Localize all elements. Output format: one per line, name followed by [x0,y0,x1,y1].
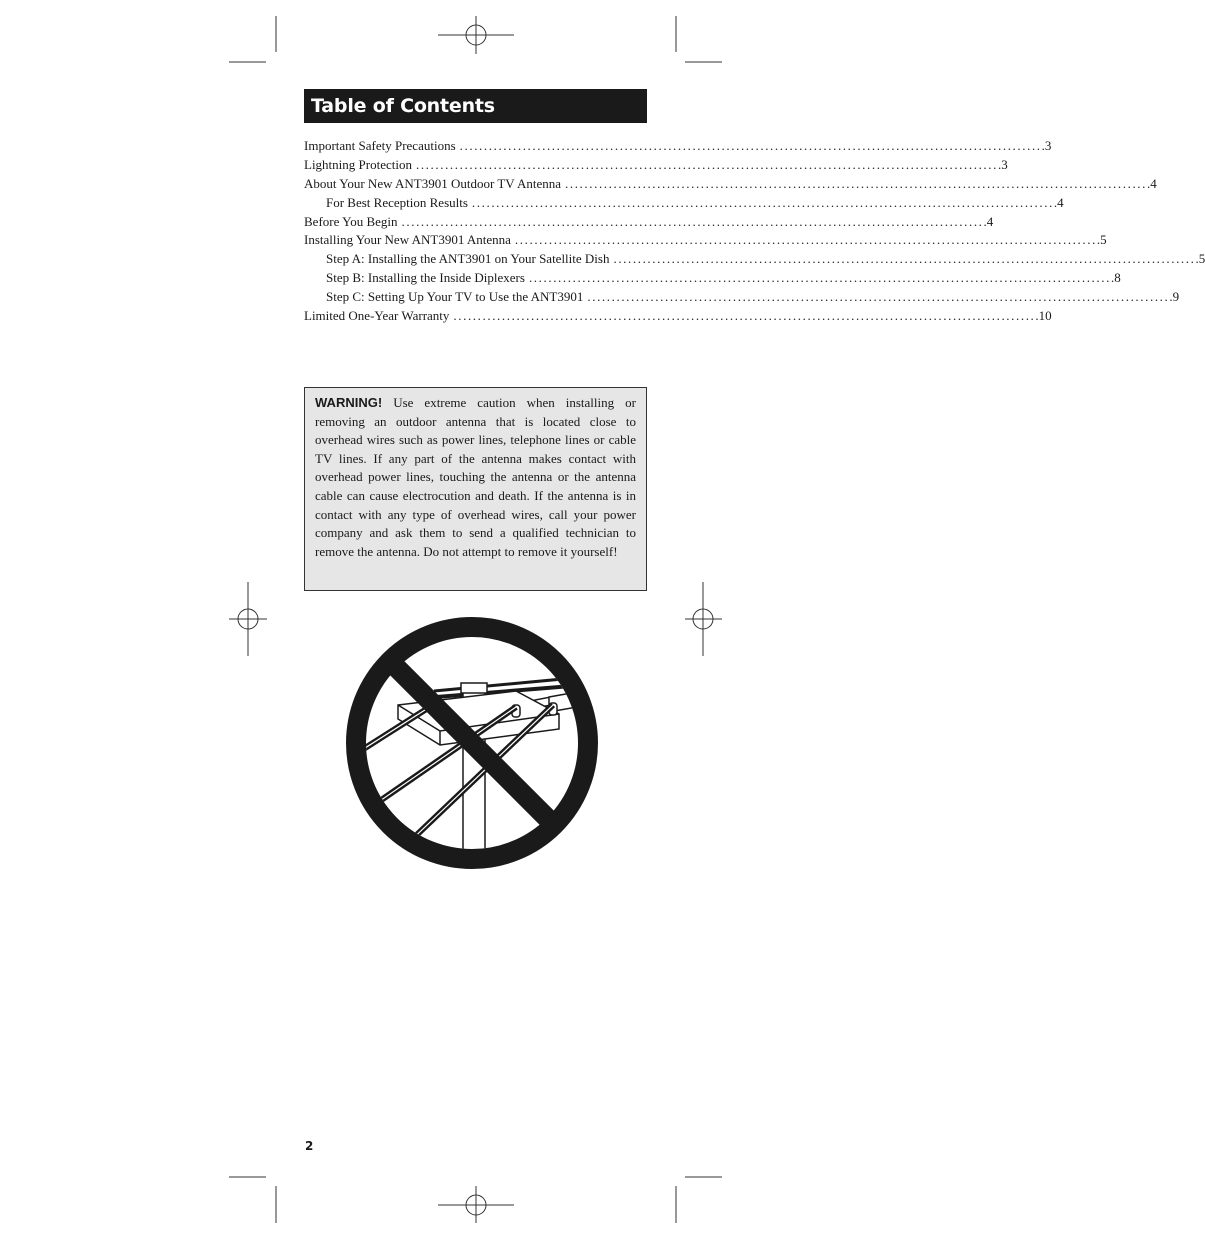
toc-dot-leader: ........................................................................................................................ [565,175,1147,191]
toc-entry-title: Limited One-Year Warranty [304,308,450,324]
toc-entry-title: Before You Begin [304,213,398,229]
toc-dot-leader: ........................................................................................................................ [453,308,1036,324]
page-number: 2 [305,1139,314,1153]
toc-entry-page: .3 [997,156,1008,172]
toc-dot-leader: ........................................................................................................................ [613,251,1196,267]
toc-entry [304,269,1121,288]
toc-dot-leader: ........................................................................................................................ [415,156,998,172]
toc-entry-page: .10 [1035,308,1052,324]
table-of-contents [304,137,1205,326]
toc-entry-title: Step A: Installing the ANT3901 on Your Satellite Dish [326,251,610,267]
toc-entry [304,307,1052,326]
toc-entry-page: .8 [1110,270,1121,286]
toc-heading: Table of Contents [304,89,647,123]
toc-entry-page: .9 [1169,289,1180,305]
warning-label: WARNING! [315,395,383,410]
toc-entry-title: Step C: Setting Up Your TV to Use the ANT3901 [326,289,584,305]
toc-dot-leader: ........................................................................................................................ [528,270,1111,286]
warning-paragraph [315,394,636,561]
toc-entry [304,231,1107,250]
toc-entry-title: For Best Reception Results [326,194,468,210]
toc-dot-leader: ........................................................................................................................ [587,289,1170,305]
no-power-lines-icon [344,615,600,871]
toc-entry-title: Important Safety Precautions [304,138,456,153]
toc-entry [304,194,1064,213]
toc-dot-leader: ........................................................................................................................ [471,194,1054,210]
toc-entry-page: .3 [1041,138,1052,153]
toc-entry-page: .4 [1053,194,1064,210]
warning-box [304,387,647,591]
toc-dot-leader: ........................................................................................................................ [514,232,1097,248]
warning-text: Use extreme caution when installing or removing an outdoor antenna that is located close to overhead wires such as power lines, telephone lines or cable TV lines. If any part of the antenna makes contact with overhead power lines, touching the antenna or the antenna cable can cause electrocution and death. If the antenna is in contact with any type of overhead wires, call your power company and ask them to send a qualified technician to remove the antenna. Do not attempt to remove it yourself! [315,395,636,559]
toc-entry-page: .5 [1195,251,1205,267]
toc-entry-page: .4 [983,213,994,229]
toc-entry [304,137,1052,156]
toc-entry-title: Installing Your New ANT3901 Antenna [304,232,511,248]
toc-entry [304,250,1205,269]
toc-entry [304,175,1157,194]
toc-entry [304,288,1180,307]
toc-entry [304,213,994,232]
toc-entry-page: .4 [1147,175,1157,191]
toc-dot-leader: ........................................................................................................................ [401,213,984,229]
toc-entry-title: Step B: Installing the Inside Diplexers [326,270,525,286]
toc-dot-leader: ........................................................................................................................ [459,138,1042,153]
toc-entry [304,156,1008,175]
toc-entry-title: Lightning Protection [304,156,412,172]
toc-entry-title: About Your New ANT3901 Outdoor TV Antenna [304,175,561,191]
toc-entry-page: .5 [1096,232,1107,248]
